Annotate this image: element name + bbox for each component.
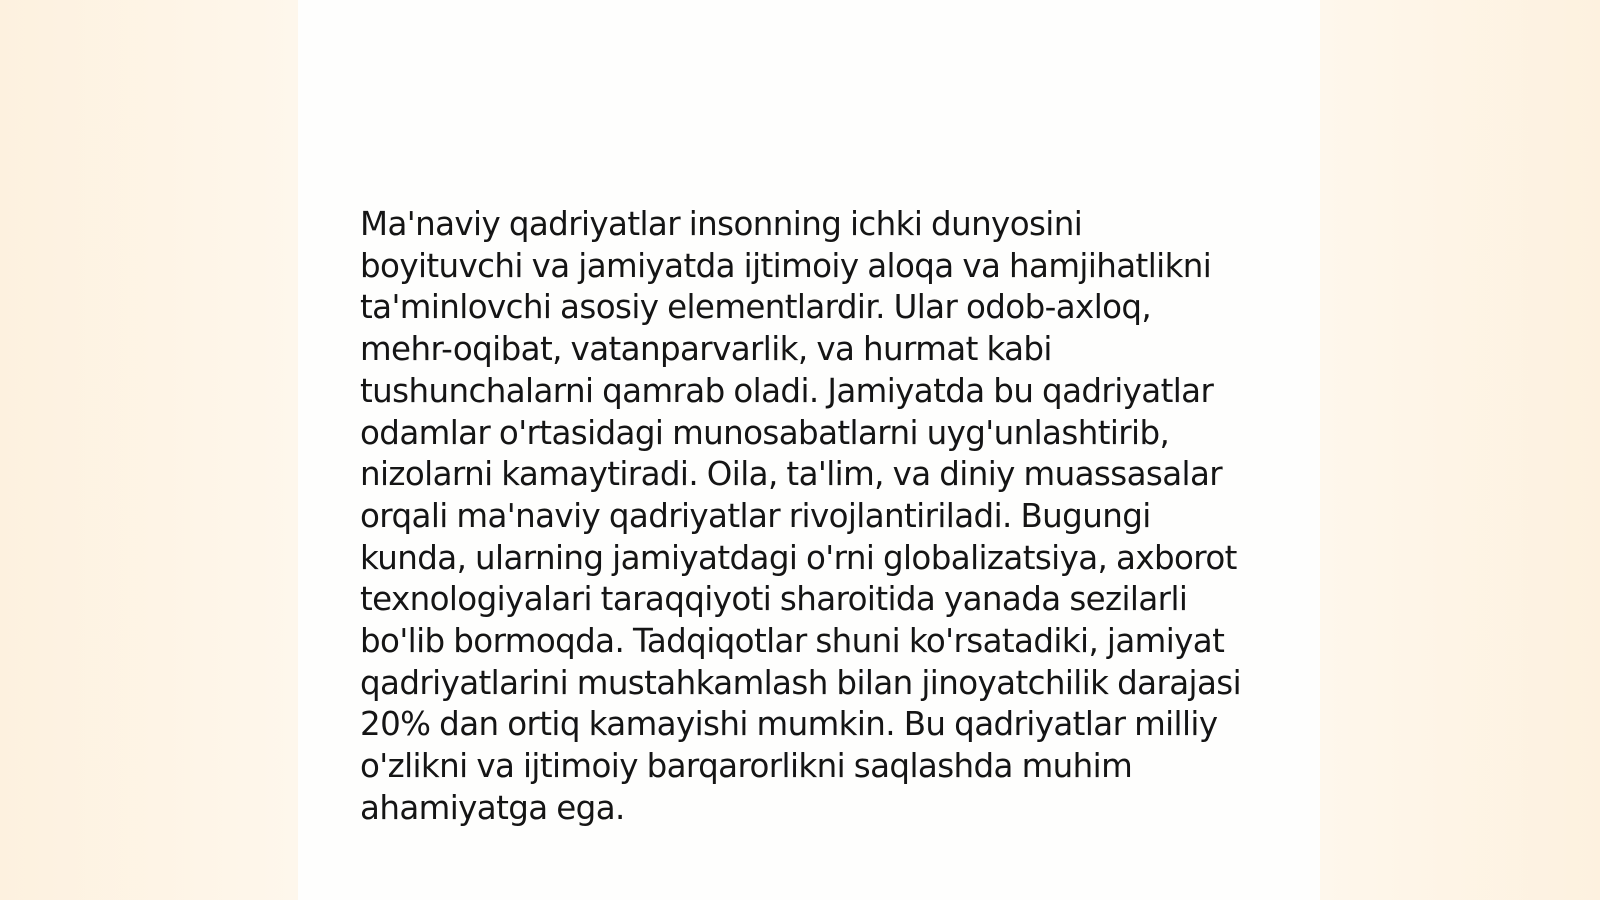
left-margin-background: [0, 0, 298, 900]
right-margin-background: [1320, 0, 1600, 900]
slide-page: [298, 0, 1320, 900]
body-paragraph: Ma'naviy qadriyatlar insonning ichki dunyosini boyituvchi va jamiyatda ijtimoiy aloqa va hamjihatlikni ta'minlovchi asosiy elementlardir. Ular odob-axloq, mehr-oqibat, vatanparvarlik, va hurmat kabi tushunchalarni qamrab oladi. Jamiyatda bu qadriyatlar odamlar o'rtasidagi munosabatlarni uyg'unlashtirib, nizolarni kamaytiradi. Oila, ta'lim, va diniy muassasalar orqali ma'naviy qadriyatlar rivojlantiriladi. Bugungi kunda, ularning jamiyatdagi o'rni globalizatsiya, axborot texnologiyalari taraqqiyoti sharoitida yanada sezilarli bo'lib bormoqda. Tadqiqotlar shuni ko'rsatadiki, jamiyat qadriyatlarini mustahkamlash bilan jinoyatchilik darajasi 20% dan ortiq kamayishi mumkin. Bu qadriyatlar milliy o'zlikni va ijtimoiy barqarorlikni saqlashda muhim ahamiyatga ega.: [360, 205, 1242, 827]
